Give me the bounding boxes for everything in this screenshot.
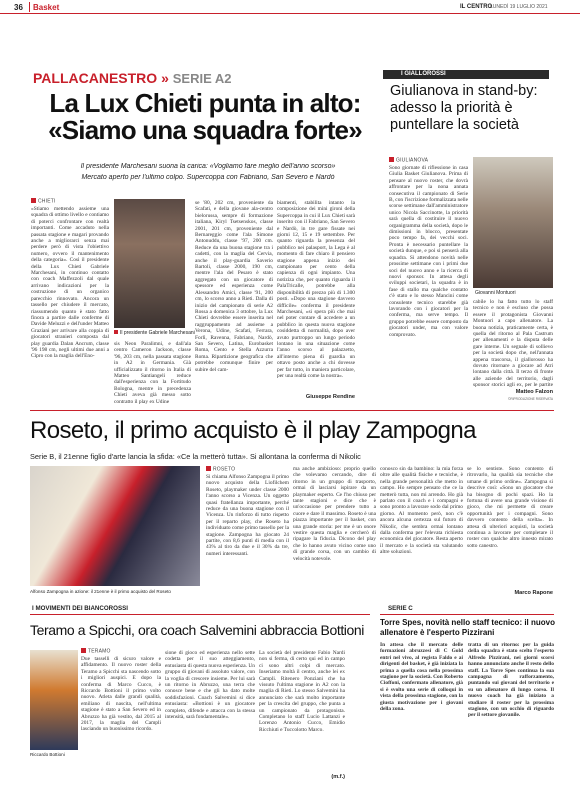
third-col2: sione di gioco ed esperienza nello sette codetta per il suo atteggiamento, entusiasta di questa nuova esperienza. Un gruppo di giovani di assoluto valore, con la voglia di crescere insieme. Per lui sarà un ritorno in Abruzzo, una terra che conosce bene e che gli ha dato molte soddisfazioni. Coach Salvemini si dice entusiasta: «Bottioni è un giocatore completo, difende e attacca con la stessa intensità, sarà fondamentale». bbox=[165, 650, 255, 721]
kicker-arrows: » bbox=[161, 70, 169, 86]
main-col1: «Stiamo mettendo assieme una squadra di ottimo livello e contiamo di poterci confrontare con realtà importanti. Come accaduto nella passata stagione e magari provando anche a migliorarci senza mai perdere però di vista l'obiettivo numero, ovvero il mantenimento della categoria». Così il presidente della Lux Chieti Gabriele Marchesani, in continuo contatto con coach Maffezzoli dal quale arrivano indicazioni per la costruzione di un organico parecchio rinnovato. Ancora un tassello per chiudere il mercato, riassumendo quanto è stato fatto finora a partire dalle conferme di Davide Meluzzi e dell'under Matteo Graziani per arrivare alla coppia di giocatori stranieri composta dal play guardia Dalan Ancrum, classe '96 198 cm, negli ultimi due anni a Cipro con la maglia dell'Eno- bbox=[31, 206, 109, 360]
section-divider bbox=[29, 2, 30, 12]
third-col1: Due tasselli di sicuro valore e affidamento. Il nuovo roster della Teramo a Spicchi sta nascendo sotto i migliori auspici. E dopo la conferma di Marco Cucco, è Riccardo Bottioni il primo volto nuovo. Atleta dalle grandi qualità, emiliano di nascita, nell'ultima stagione è stato a San Severo ed in Abruzzo ha già vestito, dal 2015 al 2017, la maglia del Campli lasciando un buonissimo ricordo. bbox=[81, 656, 161, 733]
second-subhead: Serie B, il 21enne figlio d'arte lancia la sfida: «Ce la metterò tutta». Si allontana la conferma di Nikolic bbox=[30, 452, 361, 461]
marchesani-photo bbox=[114, 199, 185, 328]
third-col3: La società del presidente Fabio Nardi non si ferma, di certo qui ed in campo ci sono altri colpi di mercato. Inseriamo moltà il centro, anche lei ex Campli. Ritenero Ponziani che ha vissuto l'ultima stagione in A2 con la maglia di Rieti. Lo stesso Salvemini ha annunciato che sarà molto importante per la crescita del gruppo, che punta a un campionato da protagonista. Completano lo staff Lucio Lattanzi e Lorenzo Antonio Cucco, Emidio Ricchiuti e Tuccolotto Marco. bbox=[259, 650, 345, 733]
side-col1: Sono giornate di riflessione in casa Giulia Basket Giulianova. Prima di pensare al nuovo roster, che dovrà affrontare per la nona annata consecutiva il campionato di Serie B, con l'iscrizione formalizzata nelle scorse settimane dall'amministratore unico Nicola Saccinotte, la priorità sarà quella di costituire il nuovo organigramma della società, dopo le dimissioni in blocco, presentate poco tempo fa, dei vecchi soci. Pronta è necessario puntellare la società dunque, e poi si penserà alla squadra. Si attendono novità nelle prossime settimane con i primi due soci del nuovo anno e la ricerca di nuovi sponsor. In attesa degli sviluppi societari, la squadra è in fase di stallo ma qualche contatto c'è stato e lo stesso Mancini come consulente tecnico starebbe già lavorando con i giocatori per la conferma, ma serve tempo. Il gruppo potrebbe essere composto da giocatori under, ma con valore comprovato. bbox=[389, 165, 468, 338]
zampogna-photo bbox=[30, 466, 200, 586]
third-signature: (m.f.) bbox=[331, 774, 345, 780]
fourth-col1: In attesa che il mercato delle formazioni abruzzesi di C Gold entri nel vivo, al regista Faldo e ai dirigenti del basket, è già iniziata la prima a quella cosa nella prossima stagione per la società. Con Roberto Cioffoni, confermato allenatore, già si è svolto una serie di colloqui in vista della prossima stagione, con la giusta motivazione per i giovani della zona. bbox=[380, 642, 463, 713]
side-section-bar bbox=[383, 70, 549, 79]
main-kicker bbox=[33, 70, 232, 86]
main-signature: Giuseppe Rendine bbox=[305, 394, 355, 400]
side-signature-sub: ©RIPRODUZIONE RISERVATA bbox=[508, 397, 553, 401]
section-name: Basket bbox=[33, 3, 60, 12]
third-headline: Teramo a Spicchi, ora coach Salvemini abbraccia Bottioni bbox=[30, 622, 364, 638]
main-subhead-1: Il presidente Marchesani suona la carica: «Vogliamo fare meglio dell'anno scorso» bbox=[80, 163, 336, 170]
side-col2: cabile lo ha fatto tutto lo staff tecnico e non è escluso che possa essere il protagonista Giovanni Montuori a capo allenatore. La buona notizia, praticamente certa, è quella del ritorno al Pala Castrum per allenamenti e la disputa delle gare interne. Un segnale di sollievo per la società dopo che, nell'annata appena trascorsa, il giallorosso ha dovuto ritornare a giocare ad Atri lontano dalla città. Il terzo di fronte alle aziende del territorio, dagli sponsor storici agli ex, per le partite bbox=[473, 299, 553, 389]
side-section-label: I GIALLOROSSI bbox=[401, 71, 446, 77]
fourth-section-label: SERIE C bbox=[388, 605, 413, 612]
kicker-red: PALLACANESTRO bbox=[33, 70, 158, 86]
paper-name: IL CENTRO bbox=[460, 4, 493, 10]
side-signature: Matteo Falzon bbox=[515, 389, 553, 395]
page-header bbox=[0, 0, 580, 14]
kicker-grey: SERIE A2 bbox=[172, 71, 232, 86]
second-tag: ROSETO bbox=[206, 466, 235, 473]
third-tag: TERAMO bbox=[81, 648, 111, 655]
main-headline-line2: «Siamo una squadra forte» bbox=[48, 115, 362, 145]
side-headline: Giulianova in stand-by: adesso la priorità è puntellare la società bbox=[390, 83, 538, 133]
third-section-bar bbox=[30, 605, 370, 615]
bottioni-photo bbox=[30, 650, 78, 750]
main-headline-line1: La Lux Chieti punta in alto: bbox=[49, 88, 361, 118]
main-col3: se '80, 202 cm, proveniente da Scafati, e della giovane ala-centro bielorussa, sempre di formazione italiana, Kiryl Tsetsenskos, classe 2001, 201 cm, proveniente dal Bernareggio come l'ala Simone Antonuddu, classe '97, 200 cm. Reduce da una buona stagione tra i cadetti, con la maglia del Cervia, anche il play-guardia Saverio Bartoli, classe 2000, 190 cm, mentre l'ala del Pesaro è stato aggregato con un giocatore di spessore ed esperienza come Alessandro Amici, classe '91, 200 cm, lo scorso anno a Rieti. Dalla di inizio del campionato di serie A2 Rossa a domenica 3 ottobre, la Lux Chieti dovrebbe essere inserita nel raggruppamento ad assieme a Verona, Udine, Scafati, Ferrara, Forlì, Ravenna, Fabriano, Nardò, San Severo, Latina, Eurobasket Roma, Cento e Stella Azzurra Roma. Ripartizione geografica che potrebbe comunque finire per subire del cam- bbox=[195, 200, 273, 373]
second-headline: Roseto, il primo acquisto è il play Zampogna bbox=[30, 417, 476, 444]
main-subhead-2: Mercato aperto per l'ultimo colpo. Supercoppa con Fabriano, San Severo e Nardò bbox=[81, 174, 335, 181]
montuori-caption: Giovanni Montuori bbox=[475, 290, 516, 296]
main-col4: biamenti, stabilita intanto la composizione dei mini gironi della Supercoppa in cui il Lux Chieti sarà inserito con il Fabriano, San Severo e Nardò, in tre gare fissate nei giorni 12, 15 e 19 settembre. Per quanto riguarda la presenza del pubblico nei palasport, la Lega è al momento di fare chiaro il pensiero stagione appena inizio dei campionato per cento della capienza di ogni impianto. Una notiziza che, per quanto riguarda il PalaTricalle, potrebbe alla disponibilità di prezzo più di 1.300 posti. «Dopo una stagione davvero difficile» conferma il presidente Marchesani, «si spera più che mai nel poter contare di accedere a un pubblico in questa nuova stagione cosiddetta di normalità, dopo aver avuto purtroppo un lungo periodo lontano in una situazione come l'anno scorso al palazzetto, all'interno piena di guardia un ottavo posto anche a chi dovesse per far tutto, in maniera particolare, per una realtà come la nostra». bbox=[277, 200, 355, 379]
second-top-rule bbox=[30, 410, 554, 411]
main-tag: CHIETI bbox=[31, 198, 56, 205]
fourth-col2: tratta di un ritorno: per la guida della squadra è stato scelto l'esperto Alfredo Pizzirani, nei giorni scorsi hanno annunciato anche il resto dello staff. La Torre Spes continua la sua campagna di rafforzamento, puntando sui giovani del territorio e su un allenatore di lungo corso. Il nuovo coach ha già iniziato a studiare il roster per la prossima stagione, con un occhio di riguardo per il settore giovanile. bbox=[468, 642, 554, 719]
third-section-label: I MOVIMENTI DEI BIANCOROSSI bbox=[32, 605, 128, 612]
marchesani-caption-text: Il presidente Gabriele Marchesani bbox=[120, 330, 195, 336]
page-number: 36 bbox=[14, 3, 23, 12]
main-headline bbox=[30, 90, 380, 144]
fourth-headline: Torre Spes, novità nello staff tecnico: il nuovo allenatore è l'esperto Pizzirani bbox=[380, 618, 555, 637]
main-col2-below: sis Neon Paralimni, e dall'ala centro Cameron Jackson, classe '96, 203 cm, nella passata stagione in A2 in Germania. Già ufficializzato il ritorno in Italia di Matteo Santiangeli reduce dall'esperienza con la Fortitudo Bologna, mentre in precedenza Chieti aveva già messo sotto contratto il play ex Udine bbox=[114, 341, 191, 405]
issue-date: LUNEDÌ 19 LUGLIO 2021 bbox=[490, 4, 548, 10]
second-col2: ma anche ambizioso: proprio quello che volevamo cercando, dire di ritorno in un gruppo di trasporto, ormai di lasciarsi ispirare da un playmaker esperto. Ce l'ho chiuso per tante stagioni e dice che è un'occasione per prendere tutto a cuore e dare il massimo. Roseto è una piazza importante per il basket, con una grande storia: per me è un onore vestire questa maglia e cercherò di ripagare la fiducia. Dicono del play che lo hanno avuto vicino come uno di grande corsa, con un cambio di velocità notevole. bbox=[293, 466, 376, 562]
side-tag: GIULIANOVA bbox=[389, 157, 428, 164]
second-signature: Marco Rapone bbox=[514, 590, 553, 596]
fourth-section-bar bbox=[380, 605, 554, 615]
second-col4: se lo sentiste. Sono contento di ritrovarlo, ha qualità sia tecniche che umane di primo ordine». Zampogna si descrive così: «Sono un giocatore che ha bisogno di pochi spazi. Ho la fortuna di avere una grande visione di gioco, che mi permette di creare opportunità per i compagni. Sono davvero contento della scelta». In attesa di ulteriori acquisti, la società continua a lavorare per completare il roster con qualche altro innesto mirato sotto canestro. bbox=[467, 466, 553, 549]
montuori-photo bbox=[473, 157, 553, 288]
zampogna-caption: Alfonso Zampogna in azione: il 21enne è il primo acquisto del Roseto bbox=[30, 589, 171, 594]
bottioni-caption: Riccardo Bottioni bbox=[30, 752, 65, 757]
second-col3: conosco sin da bambino: la mia forza oltre alle qualità fisiche e tecniche, è nella grande personalità che metto in campo. Ho sempre pensato che ce la metterò tutta, non mi arrendo. Ho già parlato con il coach e i compagni e sono pronto a lavorare sodo dal primo giorno. Al momento però, non c'è ancora alcuna certezza sul futuro di Nikolic, che sembra ormai lontano dalla conferma per l'elevata richiesta economica del giocatore. Resta aperto il mercato e la società sta valutando altre soluzioni. bbox=[380, 466, 463, 556]
second-col1: Si chiama Alfonso Zampogna il primo nuovo acquisto della Liofilchem Roseto, playmaker under classe 2000 l'anno scorso a Vicenza. Un oggetto quasi fratellanza importante, perché reduce da una buona stagione con il Vicenza. Un rinforzo di tutto rispetto per il reparto play, che Roseto ha individuato come primo tassello per la stagione. Zampogna ha giocato 24 partite, con 8,6 punti di media con il 43% al tiro da due e il 30% da tre, numeri interessanti. bbox=[206, 474, 289, 557]
